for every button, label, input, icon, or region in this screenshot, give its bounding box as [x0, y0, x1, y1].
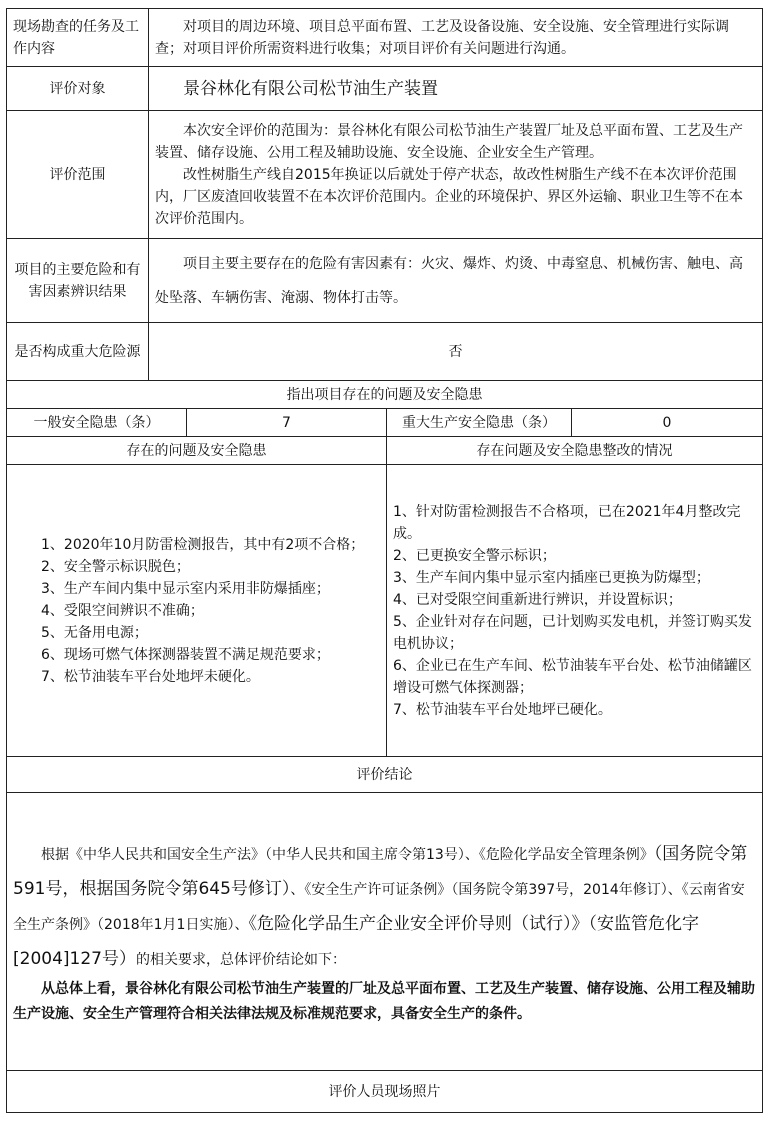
major-hazard-count: 0	[572, 409, 763, 437]
conclusion-text-b: （国务院令第591号，根据国务院令第645号修订）	[13, 843, 748, 899]
rectification-item: 7、松节油装车平台处地坪已硬化。	[393, 701, 612, 718]
problems-cell	[7, 465, 387, 757]
rectification-item: 5、企业针对存在问题，已计划购买发电机，并签订购买发电机协议；	[393, 613, 752, 652]
problem-item: 7、松节油装车平台处地坪未硬化。	[41, 668, 260, 685]
scope-paragraph-1: 本次安全评价的范围为：景谷林化有限公司松节油生产装置厂址及总平面布置、工艺及生产装置、储存设施、公用工程及辅助设施、安全设施、企业安全生产管理。	[155, 122, 743, 161]
rectification-cell	[387, 465, 763, 757]
hazards-label: 项目的主要危险和有害因素辨识结果	[7, 239, 149, 323]
row-conclusion	[7, 793, 763, 1071]
row-photos-header	[7, 1071, 763, 1113]
rectification-item: 1、针对防雷检测报告不合格项，已在2021年4月整改完成。	[393, 503, 741, 542]
row-conclusion-header	[7, 757, 763, 793]
major-hazard-count-label: 重大生产安全隐患（条）	[387, 409, 572, 437]
row-counts	[7, 409, 763, 437]
conclusion-text-d: 《危险化学品生产企业安全评价导则（试行）》（安监管危化字[2004]127号）	[13, 913, 699, 969]
problem-item: 6、现场可燃气体探测器装置不满足规范要求；	[41, 646, 330, 663]
row-survey	[7, 9, 763, 67]
problem-item: 2、安全警示标识脱色；	[41, 558, 190, 575]
rectification-header: 存在问题及安全隐患整改的情况	[387, 437, 763, 465]
hazards-content: 项目主要主要存在的危险有害因素有：火灾、爆炸、灼烫、中毒窒息、机械伤害、触电、高处坠落、车辆伤害、淹溺、物体打击等。	[149, 239, 763, 323]
evaluation-table	[6, 8, 763, 1113]
problem-item: 4、受限空间辨识不准确；	[41, 602, 204, 619]
row-issues-detail	[7, 465, 763, 757]
row-major-hazard	[7, 323, 763, 381]
conclusion-text-a: 根据《中华人民共和国安全生产法》（中华人民共和国主席令第13号）、《危险化学品安全管理条例》	[41, 846, 654, 863]
scope-label: 评价范围	[7, 111, 149, 239]
conclusion-text-c: 、《安全生产许可证条例》（国务院令第397号，2014年修订）、《云南省安全生产条例》（2018年1月1日实施）、	[13, 881, 745, 933]
problems-header: 存在的问题及安全隐患	[7, 437, 387, 465]
rectification-item: 2、已更换安全警示标识；	[393, 547, 556, 564]
rectification-item: 6、企业已在生产车间、松节油装车平台处、松节油储罐区增设可燃气体探测器；	[393, 657, 752, 696]
conclusion-paragraph-1	[13, 837, 756, 977]
row-hazards	[7, 239, 763, 323]
survey-content: 对项目的周边环境、项目总平面布置、工艺及设备设施、安全设施、安全管理进行实际调查；对项目评价所需资料进行收集；对项目评价有关问题进行沟通。	[149, 9, 763, 67]
rectification-item: 4、已对受限空间重新进行辨识，并设置标识；	[393, 591, 682, 608]
general-hazard-count: 7	[187, 409, 387, 437]
survey-label: 现场勘查的任务及工作内容	[7, 9, 149, 67]
object-content: 景谷林化有限公司松节油生产装置	[149, 67, 763, 111]
row-issues-subheader	[7, 437, 763, 465]
scope-content	[149, 111, 763, 239]
rectification-list	[393, 501, 756, 721]
row-issues-header	[7, 381, 763, 409]
major-hazard-label: 是否构成重大危险源	[7, 323, 149, 381]
major-hazard-value: 否	[149, 323, 763, 381]
rectification-item: 3、生产车间内集中显示室内插座已更换为防爆型；	[393, 569, 710, 586]
row-scope	[7, 111, 763, 239]
problem-item: 5、无备用电源；	[41, 624, 148, 641]
conclusion-header: 评价结论	[7, 757, 763, 793]
photos-header: 评价人员现场照片	[7, 1071, 763, 1113]
object-label: 评价对象	[7, 67, 149, 111]
problem-item: 3、生产车间内集中显示室内采用非防爆插座；	[41, 580, 330, 597]
row-object	[7, 67, 763, 111]
conclusion-content	[7, 793, 763, 1071]
issues-header: 指出项目存在的问题及安全隐患	[7, 381, 763, 409]
problem-item: 1、2020年10月防雷检测报告，其中有2项不合格；	[41, 536, 365, 553]
conclusion-paragraph-2: 从总体上看，景谷林化有限公司松节油生产装置的厂址及总平面布置、工艺及生产装置、储存设施、公用工程及辅助生产设施、安全生产管理符合相关法律法规及标准规范要求，具备安全生产的条件。	[13, 980, 755, 1022]
scope-paragraph-2: 改性树脂生产线自2015年换证以后就处于停产状态，故改性树脂生产线不在本次评价范围内，厂区废渣回收装置不在本次评价范围内。企业的环境保护、界区外运输、职业卫生等不在本次评价范围内。	[155, 166, 743, 227]
conclusion-text-e: 的相关要求，总体评价结论如下：	[135, 951, 346, 968]
general-hazard-label: 一般安全隐患（条）	[7, 409, 187, 437]
problems-list	[13, 534, 380, 688]
